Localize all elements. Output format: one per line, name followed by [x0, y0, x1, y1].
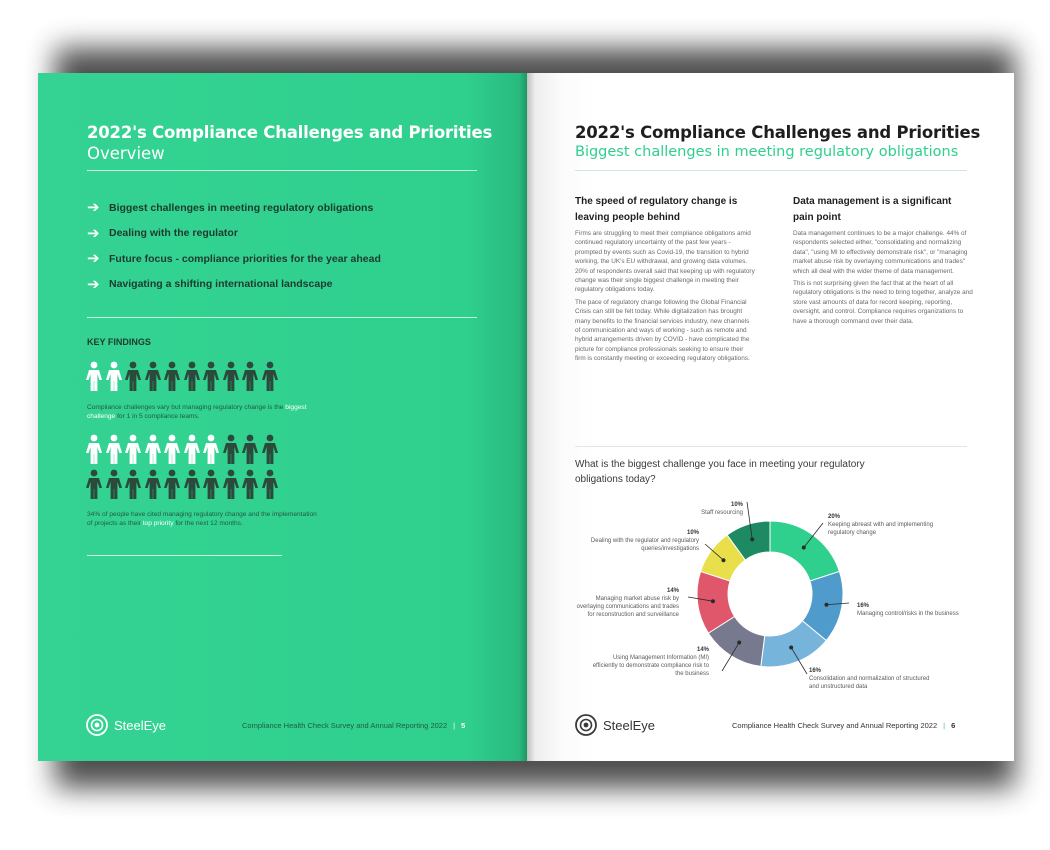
- divider: [87, 170, 477, 171]
- person-icon: [202, 469, 220, 501]
- body-paragraph: Firms are struggling to meet their compliance obligations amid continued regulatory uncertainty of the past few years - prompted by events such as Covid-19, the transition to hybrid working, the UK's EU withdrawal, and growing data volumes. 20% of respondents overall said that keeping up with regulatory change was their single biggest challenge in meeting their regulatory obligations today.: [575, 230, 755, 294]
- person-icon: [144, 469, 162, 501]
- finding-text-part: 34% of people have cited managing regulatory change and the implementation of projects as their: [87, 511, 317, 528]
- person-icon: [261, 361, 279, 393]
- chart-label-text: Keeping abreast with and implementing regulatory change: [828, 522, 934, 536]
- person-icon: [183, 469, 201, 501]
- arrow-right-icon: ➔: [87, 249, 100, 268]
- person-icon: [163, 434, 181, 466]
- person-icon: [202, 361, 220, 393]
- person-icon: [241, 469, 259, 501]
- logo-eye-icon: [86, 714, 108, 736]
- right-page: [527, 73, 1014, 761]
- finding-highlight: biggest challenge: [87, 404, 307, 421]
- chart-label-value: 20%: [828, 514, 841, 520]
- chart-label-text: Dealing with the regulator and regulatory queries/investigations: [590, 538, 699, 552]
- contents-item[interactable]: [87, 195, 487, 221]
- divider: [87, 317, 477, 318]
- contents-item[interactable]: [87, 246, 487, 272]
- arrow-right-icon: ➔: [87, 274, 100, 293]
- contents-item[interactable]: [87, 272, 487, 298]
- person-icon: [124, 361, 142, 393]
- finding-text: [87, 510, 317, 529]
- people-icon-row: [85, 361, 279, 393]
- chart-label-text: Managing control/risks in the business: [857, 611, 959, 617]
- contents-item-label: Biggest challenges in meeting regulatory obligations: [109, 201, 374, 214]
- person-icon: [105, 434, 123, 466]
- finding-highlight: top priority: [142, 520, 174, 528]
- steeleye-logo: [86, 714, 166, 736]
- chart-label: [589, 646, 709, 678]
- person-icon: [85, 361, 103, 393]
- person-icon: [105, 361, 123, 393]
- chart-label-value: 14%: [696, 647, 709, 653]
- logo-text: SteelEye: [603, 717, 656, 733]
- page-number: 5: [461, 721, 466, 730]
- people-icon-row: [85, 434, 279, 466]
- divider: [575, 170, 967, 171]
- key-findings-heading: KEY FINDINGS: [87, 337, 151, 347]
- logo-text: SteelEye: [114, 717, 167, 733]
- finding-text-part: for the next 12 months.: [173, 520, 243, 528]
- footer-separator: |: [453, 721, 456, 730]
- finding-text: [87, 403, 317, 422]
- person-icon: [85, 434, 103, 466]
- person-icon: [202, 434, 220, 466]
- person-icon: [261, 434, 279, 466]
- text-column: [575, 194, 755, 367]
- footer-text: Compliance Health Check Survey and Annual Reporting 2022: [732, 721, 938, 730]
- chart-label: [575, 529, 699, 553]
- person-icon: [144, 434, 162, 466]
- person-icon: [85, 469, 103, 501]
- chart-label: [698, 501, 743, 517]
- arrow-right-icon: ➔: [87, 223, 100, 242]
- person-icon: [163, 361, 181, 393]
- chart-label-value: 10%: [730, 502, 743, 508]
- left-page: [38, 73, 527, 761]
- people-icon-row: [85, 469, 279, 501]
- arrow-right-icon: ➔: [87, 198, 100, 217]
- contents-list: [87, 195, 487, 297]
- chart-label: [809, 667, 934, 691]
- chart-label-text: Using Management Information (MI) efficiently to demonstrate compliance risk to the business: [592, 655, 709, 677]
- contents-item-label: Navigating a shifting international landscape: [109, 278, 333, 291]
- body-paragraph: The pace of regulatory change following the Global Financial Crisis can still be felt today. While digitalization has brought many benefits to the financial services industry, new channels of communication and ways of working - such as remote and hybrid arrangements driven by COVID - have complicated the picture for compliance professionals seeking to ensure their firm is constantly meeting or exceeding regulatory obligations.: [575, 298, 750, 363]
- column-heading: The speed of regulatory change is leaving people behind: [575, 196, 738, 223]
- chart-label-value: 16%: [857, 603, 870, 609]
- column-heading: Data management is a significant pain point: [793, 196, 952, 223]
- page-footer: [242, 721, 465, 730]
- person-icon: [241, 361, 259, 393]
- chart-label-value: 10%: [686, 530, 699, 536]
- chart-label-text: Consolidation and normalization of structured and unstructured data: [809, 676, 930, 690]
- body-paragraph: Data management continues to be a major challenge. 44% of respondents selected either, "consolidating and normalizing data", "using MI to effectively demonstrate risk", or "managing market abuse risk by overlaying communications and trades" which all deal with the wider theme of data management.: [793, 230, 968, 275]
- person-icon: [222, 469, 240, 501]
- page-footer: [732, 721, 955, 730]
- left-page-subtitle: Overview: [87, 144, 165, 163]
- person-icon: [261, 469, 279, 501]
- page-number: 6: [951, 721, 956, 730]
- chart-question: What is the biggest challenge you face in meeting your regulatory obligations today?: [575, 459, 865, 485]
- left-page-title: 2022's Compliance Challenges and Priorities: [87, 123, 493, 142]
- leader-dot: [737, 641, 741, 645]
- finding-text-part: for 1 in 5 compliance teams.: [115, 413, 200, 421]
- person-icon: [222, 434, 240, 466]
- chart-label: [828, 513, 938, 537]
- chart-label-text: Staff resourcing: [701, 510, 743, 516]
- logo-eye-icon: [575, 714, 597, 736]
- chart-label-text: Managing market abuse risk by overlaying communications and trades for reconstruction and surveillance: [576, 596, 679, 618]
- footer-text: Compliance Health Check Survey and Annual Reporting 2022: [242, 721, 448, 730]
- body-paragraph: This is not surprising given the fact that at the heart of all regulatory obligations is the need to bring together, analyze and store vast amounts of data for record keeping, reporting, oversight, and control. Compliance requires organizations to have a thorough command over their data.: [793, 280, 973, 325]
- text-column: [793, 194, 973, 329]
- right-page-title: 2022's Compliance Challenges and Priorities: [575, 123, 981, 142]
- person-icon: [163, 469, 181, 501]
- right-page-subtitle: Biggest challenges in meeting regulatory obligations: [575, 144, 959, 160]
- person-icon: [241, 434, 259, 466]
- person-icon: [183, 434, 201, 466]
- chart-label-value: 16%: [809, 668, 822, 674]
- divider: [575, 446, 967, 447]
- footer-separator: |: [943, 721, 946, 730]
- person-icon: [183, 361, 201, 393]
- divider: [87, 555, 282, 556]
- finding-text-part: Compliance challenges vary but managing regulatory change is the: [87, 404, 286, 411]
- chart-label: [857, 602, 967, 618]
- person-icon: [105, 469, 123, 501]
- person-icon: [124, 469, 142, 501]
- chart-label-value: 14%: [666, 588, 679, 594]
- contents-item-label: Dealing with the regulator: [109, 227, 238, 240]
- contents-item[interactable]: [87, 221, 487, 247]
- contents-item-label: Future focus - compliance priorities for the year ahead: [109, 252, 381, 265]
- person-icon: [124, 434, 142, 466]
- chart-label: [575, 587, 679, 619]
- person-icon: [144, 361, 162, 393]
- steeleye-logo: [575, 714, 655, 736]
- person-icon: [222, 361, 240, 393]
- book-spine: [519, 73, 535, 761]
